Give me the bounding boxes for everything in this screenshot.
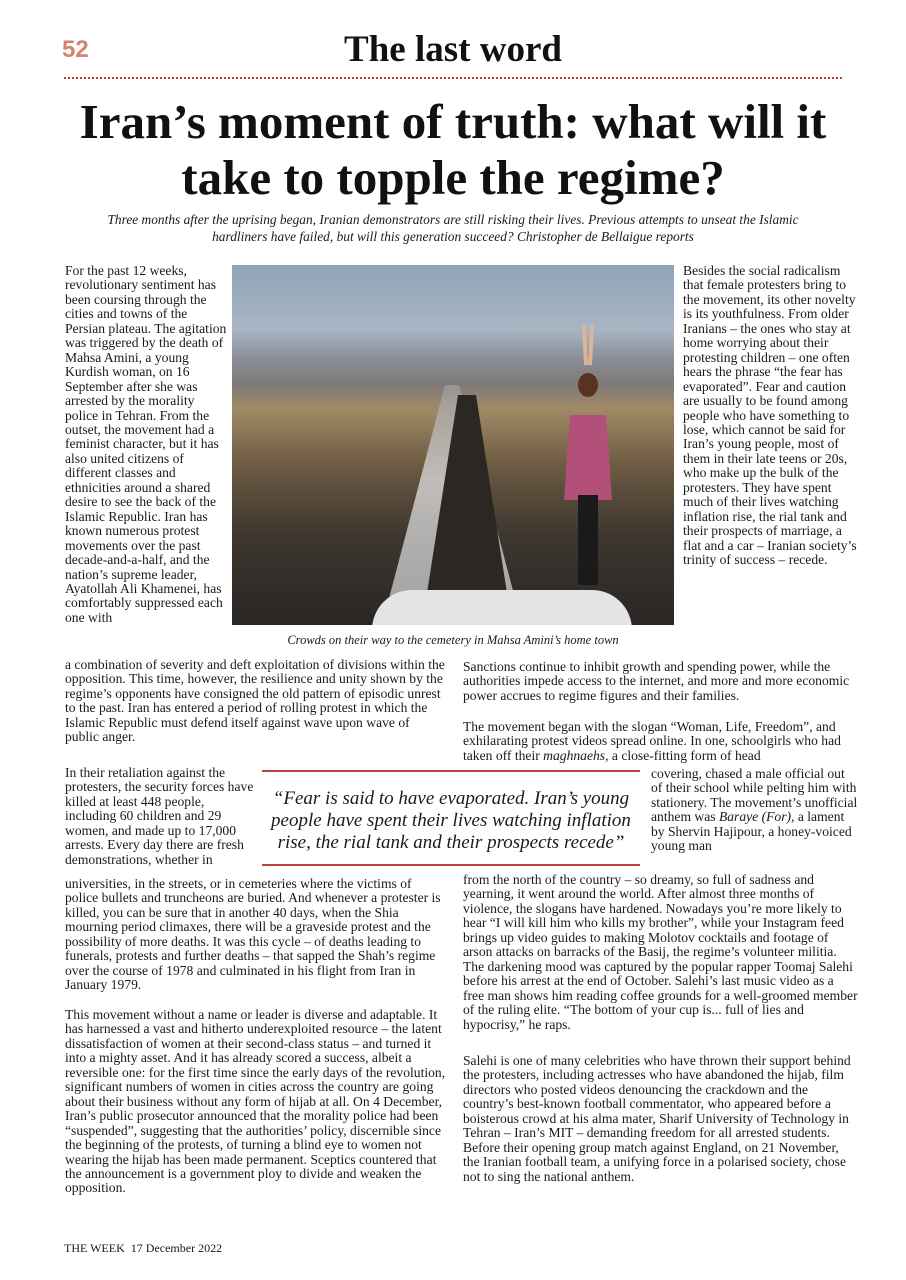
body-paragraph: universities, in the streets, or in cemeteries where the victims of police bullets and truncheons are buried. And whenever a protester is killed, you can be sure that in another 40 days, when the Shia mourning period climaxes, there will be a graveside protest and the possibility of more deaths. It was this cycle – of deaths leading to funerals, protests and further deaths – that sapped the Shah’s regime over the course of 1978 and culminated in his flight from Iran in January 1979.	[65, 876, 441, 993]
footer	[64, 1241, 222, 1256]
body-paragraph: In their retaliation against the protesters, the security forces have killed at least 448 people, including 60 children and 29 women, and made up to 17,000 arrests. Every day there are fresh demonstrations, whether in	[65, 765, 254, 867]
body-paragraph: For the past 12 weeks, revolutionary sentiment has been coursing through the cities and towns of the Persian plateau. The agitation was triggered by the death of Mahsa Amini, a young Kurdish woman, on 16 September after she was arrested by the morality police in Tehran. From the outset, the movement had a feminist character, but it has also united citizens of different classes and ethnicities around a shared desire to see the back of the Islamic Republic. Iran has known numerous protest movements over the past decade-and-a-half, and the nation’s supreme leader, Ayatollah Ali Khamenei, has comfortably suppressed each one with	[65, 263, 227, 625]
photo-woman-figure	[562, 325, 612, 595]
photo-car	[372, 590, 632, 625]
headline: Iran’s moment of truth: what will it take to topple the regime?	[79, 94, 827, 205]
body-paragraph: Besides the social radicalism that female protesters bring to the movement, its other novelty is its youthfulness. From older Iranians – the ones who stay at home worrying about their protesting children – one often hears the phrase “the fear has evaporated”. Fear and caution are usually to be found among people who have something to lose, which cannot be said for Iran’s young people, most of them in their late teens or 20s, who make up the bulk of the protesters. They have spent much of their lives watching inflation rise, the rial tank and their prospects of marriage, a flat and a car – Iranian society’s trinity of success – recede.	[683, 263, 857, 568]
body-paragraph: a combination of severity and deft exploitation of divisions within the opposition. This time, however, the resilience and unity shown by the regime’s opponents have consigned the old pattern of episodic unrest to the past. Iran has entered a period of rolling protest in which the Islamic Republic must defend itself against wave upon wave of public anger.	[65, 657, 445, 745]
body-paragraph: Sanctions continue to inhibit growth and spending power, while the authorities impede access to the internet, and more and more economic power accrues to regime figures and their families.	[463, 659, 850, 703]
text-run: covering, chased a male official out of their school while pelting him with stationery. The movement’s unofficial anthem was	[651, 766, 858, 825]
publication-name: THE WEEK	[64, 1241, 125, 1255]
article-photo	[232, 265, 674, 625]
body-paragraph	[651, 767, 858, 854]
body-paragraph: Salehi is one of many celebrities who have thrown their support behind the protesters, including actresses who have abandoned the hijab, film directors who posted videos denouncing the crackdown and the country’s best-known football commentator, who appeared before a boisterous crowd at his alma mater, Sharif University of Technology in Tehran – Iran’s MIT – demanding freedom for all arrested students. Before their opening group match against England, on 21 November, the Iranian football team, a unifying force in a polarised society, chose not to sing the national anthem.	[463, 1053, 851, 1184]
text-run: , a close-fitting form of head	[605, 747, 761, 763]
body-paragraph	[463, 720, 858, 763]
pull-quote: “Fear is said to have evaporated. Iran’s young people have spent their lives watching inflation rise, the rial tank and their prospects recede”	[262, 770, 640, 866]
section-title: The last word	[344, 29, 562, 70]
text-run-italic: maghnaehs	[543, 747, 606, 763]
issue-date: 17 December 2022	[130, 1241, 223, 1255]
text-run-italic: Baraye (For),	[718, 809, 795, 825]
header-divider	[64, 77, 842, 79]
body-paragraph: This movement without a name or leader is diverse and adaptable. It has harnessed a vast and hitherto underexploited resource – the latent dissatisfaction of women at their second-class status – and turned it into a mighty asset. And it has already scored a success, albeit a reversible one: for the first time since the early days of the revolution, significant numbers of women in cities across the country are going about their business without any form of hijab at all. On 4 December, Iran’s public prosecutor announced that the morality police had been “suspended”, suggesting that the authorities’ policy, discernible since the beginning of the protests, of turning a blind eye to women not wearing the hijab has been made permanent. Sceptics countered that the announcement is a government ploy to divide and weaken the opposition.	[65, 1007, 446, 1196]
body-paragraph: from the north of the country – so dreamy, so full of sadness and yearning, it went around the world. After almost three months of violence, the slogans have hardened. Nowadays you’re more likely to hear “I will kill him who kills my brother”, while your Instagram feed brings up video guides to making Molotov cocktails and footage of arson attacks on barracks of the Basij, the regime’s volunteer militia. The darkening mood was captured by the popular rapper Toomaj Salehi before his arrest at the end of October. Salehi’s last music video as a free man shows him reading coffee grounds for a well-groomed member of the ruling elite. “The bottom of your cup is... full of lies and hypocrisy,” he raps.	[463, 872, 858, 1032]
photo-caption: Crowds on their way to the cemetery in Mahsa Amini’s home town	[287, 633, 619, 647]
text-run: a lament by Shervin Hajipour, a honey-voiced young man	[651, 809, 852, 854]
page-number: 52	[62, 36, 89, 63]
text-run: The movement began with the slogan “Woman, Life, Freedom”, and exhilarating protest videos spread online. In one, schoolgirls who had taken off their	[463, 719, 841, 763]
standfirst: Three months after the uprising began, Iranian demonstrators are still risking their lives. Previous attempts to unseat the Islamic hardliners have failed, but will this generation succeed? Christopher de Bellaigue reports	[107, 212, 799, 244]
